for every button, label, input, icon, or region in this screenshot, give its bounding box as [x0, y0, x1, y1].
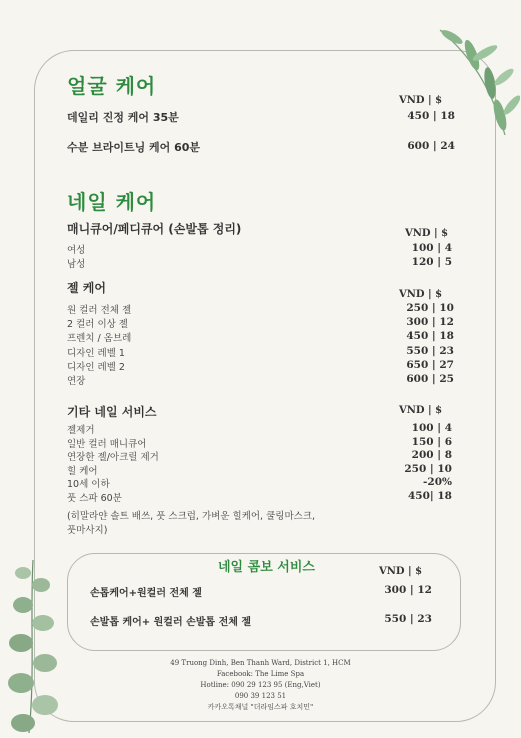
face-price-2: 600 | 24: [407, 140, 455, 152]
gel-item-4: 디자인 레벨 1: [67, 347, 125, 359]
combo-price-2: 550 | 23: [384, 613, 432, 625]
footer-hotline[interactable]: Hotline: 090 29 123 95 (Eng,Viet): [200, 681, 321, 689]
other-item-1: 젤제거: [67, 425, 95, 436]
mani-price-2: 120 | 5: [411, 256, 452, 268]
combo-price-header: VND | $: [379, 566, 423, 577]
gel-price-6: 600 | 25: [406, 373, 454, 385]
other-item-2: 일반 컬러 매니큐어: [67, 438, 147, 450]
face-price-1: 450 | 18: [407, 110, 455, 122]
nail-care-title: 네일 케어: [67, 190, 157, 214]
footer-address: 49 Truong Dinh, Ben Thanh Ward, District 1, HCM: [170, 659, 351, 667]
other-price-2: 150 | 6: [411, 435, 452, 448]
mani-item-2: 남성: [67, 259, 86, 270]
footer-kakao[interactable]: 카카오톡채널 "더라임스파 호치민": [207, 703, 314, 711]
other-price-header: VND | $: [399, 405, 443, 416]
gel-price-4: 550 | 23: [406, 344, 454, 357]
foot-spa-note-2: 풋마사지): [67, 525, 108, 536]
mani-price-1: 100 | 4: [411, 242, 452, 254]
footer-phone2[interactable]: 090 39 123 51: [234, 692, 287, 700]
mani-item-1: 여성: [67, 245, 86, 256]
gel-price-2: 300 | 12: [406, 316, 454, 329]
mani-price-header: VND | $: [405, 228, 449, 239]
other-price-3: 200 | 8: [411, 449, 452, 462]
footer-facebook[interactable]: Facebook: The Lime Spa: [216, 670, 305, 678]
other-item-6: 풋 스파 60분: [67, 493, 122, 504]
face-care-title: 얼굴 케어: [67, 74, 157, 98]
combo-title: 네일 콤보 서비스: [218, 560, 315, 575]
gel-title: 젤 케어: [67, 281, 106, 295]
gel-item-3: 프렌치 / 옴브레: [67, 333, 132, 345]
mani-title: 매니큐어/페디큐어 (손발톱 정리): [67, 222, 242, 236]
other-price-5: -20%: [423, 476, 452, 489]
other-item-5: 10세 이하: [67, 479, 110, 491]
combo-item-1: 손톱케어+원컬러 전체 젤: [90, 588, 202, 599]
face-item-1: 데일리 진정 케어 35분: [67, 111, 179, 124]
gel-price-5: 650 | 27: [406, 358, 454, 371]
combo-price-1: 300 | 12: [384, 584, 432, 596]
other-item-4: 힐 케어: [67, 465, 98, 477]
leaf-branch-icon: [430, 25, 520, 140]
other-item-3: 연장한 젤/아크릴 제거: [67, 452, 159, 464]
gel-item-2: 2 컬러 이상 젤: [67, 319, 128, 331]
gel-item-6: 연장: [67, 376, 86, 387]
gel-price-header: VND | $: [399, 289, 443, 300]
gel-item-1: 원 컬러 전체 젤: [67, 305, 132, 316]
gel-price-3: 450 | 18: [406, 330, 454, 343]
other-price-4: 250 | 10: [404, 462, 452, 475]
foot-spa-note-1: (히말라얀 솔트 배쓰, 풋 스크럽, 가벼운 힐케어, 쿨링마스크,: [67, 511, 315, 522]
combo-item-2: 손발톱 케어+ 원컬러 손발톱 전체 젤: [90, 617, 252, 628]
face-price-header: VND | $: [399, 95, 443, 106]
other-price-1: 100 | 4: [411, 422, 452, 434]
face-item-2: 수분 브라이트닝 케어 60분: [67, 141, 201, 154]
gel-item-5: 디자인 레벨 2: [67, 361, 125, 373]
other-price-6: 450| 18: [407, 490, 452, 502]
gel-price-1: 250 | 10: [406, 302, 454, 314]
other-title: 기타 네일 서비스: [67, 405, 157, 419]
